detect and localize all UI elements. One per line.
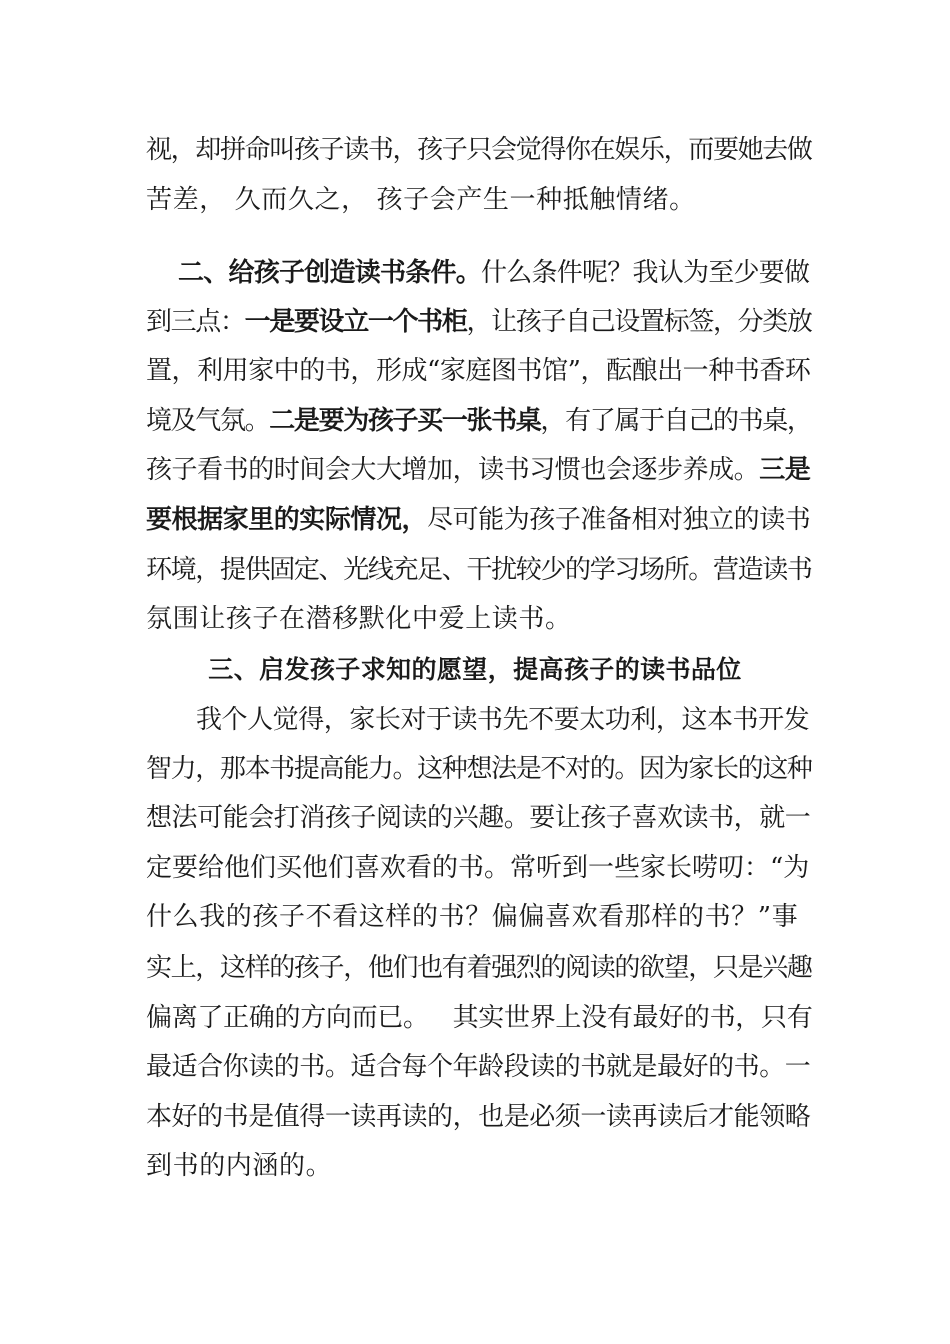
text-run: 氛围让孩子在潜移默化中爱上读书。	[146, 604, 572, 634]
text-run: 尽可能为孩子准备相对独立的读书	[427, 505, 811, 535]
bold-point-three-cont: 要根据家里的实际情况，	[146, 505, 428, 535]
paragraph-line	[146, 1100, 810, 1134]
text-run: 什么条件呢？我认为至少要做	[481, 258, 810, 288]
paragraph-line	[146, 1050, 810, 1084]
text-run: 境及气氛。	[146, 406, 270, 436]
text-run: 视，却拼命叫孩子读书，孩子只会觉得你在娱乐，而要她去做	[146, 135, 812, 165]
text-run: ，让孩子自己设置标签，分类放	[466, 307, 812, 337]
text-run: 苦差， 久而久之， 孩子会产生一种抵触情绪。	[146, 185, 696, 215]
text-run: 偏离了正确的方向而已。 其实世界上没有最好的书，只有	[146, 1003, 813, 1033]
paragraph-line	[146, 801, 810, 835]
paragraph-line	[146, 951, 812, 985]
paragraph-line	[146, 602, 572, 636]
paragraph-line	[146, 752, 812, 786]
paragraph-line	[146, 453, 810, 487]
text-run: 我个人觉得，家长对于读书先不要太功利，这本书开发	[196, 705, 810, 735]
paragraph-line	[146, 503, 810, 537]
section-two-heading: 二、给孩子创造读书条件。	[178, 258, 482, 288]
paragraph-line	[146, 900, 798, 934]
text-run: 到三点：	[146, 307, 245, 337]
paragraph-line	[146, 133, 812, 167]
paragraph-line	[146, 404, 812, 438]
bold-point-three: 三是	[759, 455, 811, 485]
bold-point-one: 一是要设立一个书柜	[244, 307, 467, 337]
text-run: 什么我的孩子不看这样的书？偏偏喜欢看那样的书？”事	[146, 902, 799, 932]
text-run: 环境，提供固定、光线充足、干扰较少的学习场所。营造读书	[146, 555, 812, 585]
paragraph-line	[146, 1149, 332, 1183]
text-run: 想法可能会打消孩子阅读的兴趣。要让孩子喜欢读书，就一	[146, 803, 811, 833]
paragraph-line	[146, 851, 809, 885]
paragraph-line	[146, 1001, 812, 1035]
text-run: 到书的内涵的。	[146, 1151, 333, 1181]
text-run: ，有了属于自己的书桌，	[540, 406, 812, 436]
paragraph-line	[196, 703, 809, 737]
text-run: 定要给他们买他们喜欢看的书。常听到一些家长唠叨：“为	[146, 853, 810, 883]
text-run: 智力，那本书提高能力。这种想法是不对的。因为家长的这种	[146, 754, 812, 784]
paragraph-line	[146, 305, 812, 339]
text-run: 实上，这样的孩子，他们也有着强烈的阅读的欲望，只是兴趣	[146, 953, 812, 983]
section-three-heading: 三、启发孩子求知的愿望，提高孩子的读书品位	[208, 655, 742, 684]
section-two-first-line	[178, 256, 809, 290]
paragraph-line	[146, 183, 696, 217]
text-run: 最适合你读的书。适合每个年龄段读的书就是最好的书。一	[146, 1052, 811, 1082]
text-run: 孩子看书的时间会大大增加，读书习惯也会逐步养成。	[146, 455, 760, 485]
bold-point-two: 二是要为孩子买一张书桌	[269, 406, 541, 436]
paragraph-line	[146, 553, 812, 587]
paragraph-line	[146, 354, 810, 388]
text-run: 本好的书是值得一读再读的，也是必须一读再读后才能领略	[146, 1102, 811, 1132]
text-run: 置，利用家中的书，形成“家庭图书馆”，酝酿出一种书香环	[146, 356, 811, 386]
